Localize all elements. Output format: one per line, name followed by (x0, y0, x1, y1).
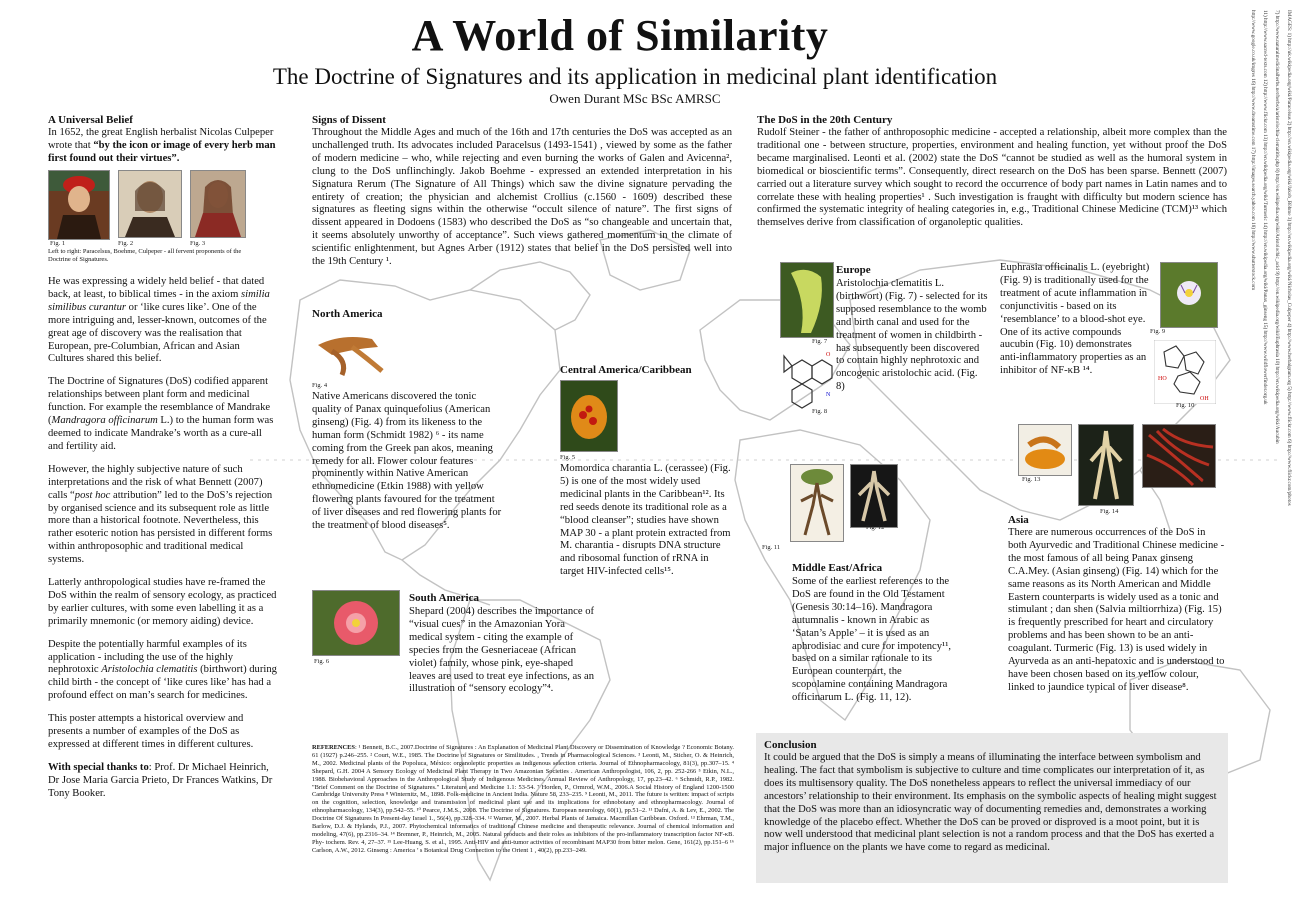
signs-of-dissent-text: Throughout the Middle Ages and much of the 16th and 17th centuries the DoS was accepted as an unchallenged truth. Its advocates included Paracelsus (1493-1541) , viewed by some as the father of modern medicine – who, while rejecting and even burning the works of Galen and Avicenna², clung to the DoS unflinchingly. Jakob Boehme - expressed an extended interpretation in his Signatura Rerum (The Signature of All Things) which saw the divine signature pervading the entirety of creation; the physician and alchemist Crollius (c.1560 - 1609) described these signatures as fleeting signs within the otherwise “occult silence of nature”. The first signs of dissent appeared in Dodoens (1583) who described the DoS as “so changeable and uncertain that, it seems absolutely unworthy of acceptance”. Such views gathered momentum in the climate of scientific enlightenment, but Agnes Arber (1912) states that belief in the DoS persisted well into the 19th Century ¹. (312, 127, 732, 268)
p2-italic: Mandragora officinarum (51, 415, 158, 427)
middle-east-heading: Middle East/Africa (792, 562, 883, 574)
north-america-text: Native Americans discovered the tonic quality of Panax quinquefolius (American ginseng) (Fig. 4) from its likeness to the human form (Schmidt 1982) ⁶ - its name coming from the Greek pan akos, meaning remedy for all. Flower colour features prominently within Native American ethnomedicine (Etkin 1988) with yellow flowering plants favoured for the treatment of liver diseases and red flowering plants for the treatment of blood diseases⁵. (312, 391, 502, 532)
mandrake-illustration (790, 464, 844, 542)
eyebright-photo (1160, 262, 1218, 328)
paragraph-subjective (48, 464, 278, 567)
fig12-label: Fig. 12 (866, 524, 885, 531)
p3-text-a: However, the highly subjective nature of such interpretations and the risk of what Bennett (2007) calls “ (48, 463, 263, 501)
image-credits-sidebar (1236, 10, 1296, 890)
boehme-portrait (118, 170, 182, 238)
conclusion-box (756, 733, 1228, 883)
portraits-caption: Left to right: Paracelsus, Boehme, Culpeper - all fervent proponents of the Doctrine of Signatures. (48, 248, 242, 263)
fig10-label: Fig. 10 (1176, 402, 1195, 409)
paragraph-harmful (48, 639, 278, 704)
conclusion-text: It could be argued that the DoS is simply a means of illuminating the interface between symbolism and healing. The fact that symbolism is subjective to culture and time complicates our interpretation of it, as does its multisensory quality. The DoS nonetheless appears to reflect the universal immediacy of our ancestors’ relationship to their environment. Its emphasis on the symbolic aspects of healing might suggest that the DoS was more than an idiosyncratic way of documenting remedies and, demonstrates a working knowledge of the placebo effect. Whether the DoS can be proved or disproved is a moot point, but it is now well understood that medicinal plant selection is not a random process and that the DoS has exerted a major influence on the plants we have come to regard as medicinal. (764, 752, 1217, 854)
central-america-text: Momordica charantia L. (cerassee) (Fig. 5) is one of the most widely used medicinal plants in the Caribbean¹². Its red seeds denote its traditional role as a “blood cleanser”; studies have shown MAP 30 - a plant protein extracted from M. charantia - disrupts DNA structure and ribosomal function of rRNA in target HIV-infected cells¹⁵. (560, 463, 731, 578)
p3-text-b: attribution” led to the DoS’s rejection by organised science and its subsequent role as little more than a historical footnote. Nevertheless, this rather esoteric notion has persisted in different forms within anthroposophic and traditional medical systems. (48, 489, 273, 566)
fig4-label: Fig. 4 (312, 382, 328, 389)
image-credits-line: http://www.google.co.uk/imgres 16) http://www.dreamstime.com 17) http://images.search.yahoo.com 18) http://www.shutterstock.com (1250, 10, 1256, 291)
universal-belief-intro (48, 114, 278, 166)
asia-text: There are numerous occurrences of the DoS in both Ayurvedic and Traditional Chinese medicine - the most famous of all being Panax ginseng C.A.Mey. (Asian ginseng) (Fig. 14) which for the same reasons as its North American and Middle Eastern counterparts is widely used as a tonic and stimulant ; dan shen (Salvia miltiorrhiza) (Fig. 15) is frequently prescribed for heart and circulatory problems and has been shown to be an anti-coagulant. Turmeric (Fig. 13) is used widely in Ayurveda as an anti-hepatoxic and is understood to have been chosen based on its yellow colour, linked to jaundice typical of liver disease⁸. (1008, 527, 1225, 693)
euphrasia-text: Euphrasia officinalis L. (eyebright) (Fig. 9) is traditionally used for the treatment of acute inflammation in conjunctivitis - based on its ‘resemblance’ to a blood-shot eye. One of its active compounds aucubin (Fig. 10) demonstrates anti-inflammatory properties as an inhibitor of NF-κB ¹⁴. (1000, 262, 1150, 377)
p2-text-b: L.) to the human form was deemed to indicate Mandrake’s worth as a cure-all and fertility aid. (48, 415, 274, 452)
asia-heading: Asia (1008, 514, 1029, 526)
fig1-label: Fig. 1 (50, 240, 66, 247)
svg-text:N: N (826, 392, 831, 398)
paragraph-thanks (48, 762, 278, 801)
fig13-label: Fig. 13 (1022, 476, 1041, 483)
birthwort-photo (780, 262, 834, 338)
p2-text-a: The Doctrine of Signatures (DoS) codified apparent relationships between plant form and medicinal function. For example the resemblance of Mandrake ( (48, 376, 271, 427)
fig11-label: Fig. 11 (762, 544, 781, 551)
fig6-label: Fig. 6 (314, 658, 330, 665)
paragraph-overview: This poster attempts a historical overview and presents a number of examples of the DoS as expressed at different times in different cultures. (48, 713, 254, 750)
dos-20th-century-text: Rudolf Steiner - the father of anthroposophic medicine - accepted a relationship, albeit more complex than the traditional one - between structure, properties, environment and healing function, yet without proof the DoS became marginalised. Leonti et al. (2002) state the DoS “cannot be studied as well as the humoral system in biomedical or bioscientific terms”. Consequently, direct research on the DoS has been sparse. Bennett (2007) carried out a literature survey which sought to record the occurrence of body part names in Latin names and to correlate these with healing properties¹ . Such investigation is fraught with difficulty but modern science has confirmed the systematic integrity of healing categories in, e.g., Traditional Chinese Medicine (TCM)¹³ which themselves derive from classification of organoleptic qualities. (757, 127, 1227, 229)
p3-italic: post hoc (74, 489, 111, 501)
dos-20th-century-section (757, 114, 1227, 230)
svg-text:OH: OH (1200, 396, 1209, 402)
image-credits-line: IMAGES: 1) http://uk.wikipedia.org/wiki/Paracelsus 2) http://en.wikipedia.org/wiki/Jakob_Böhme 3) http://en.wikipedia.org/wiki/Nicholas_Culpeper 4) http://www.herbalgram.org 5) http://www.flickr.com 6) http://www.flickr.com/photos (1286, 10, 1292, 506)
conclusion-heading: Conclusion (764, 739, 817, 751)
signs-of-dissent-heading: Signs of Dissent (312, 114, 386, 126)
momordica-photo (560, 380, 618, 452)
culpeper-quote: “by the icon or image of every herb man first found out their virtues”. (48, 139, 276, 164)
fig3-label: Fig. 3 (190, 240, 206, 247)
paragraph-axiom (48, 276, 278, 366)
svg-text:O: O (826, 352, 831, 358)
references-text: : ¹ Bennett, B.C., 2007.Doctrine of Signatures : An Explanation of Medicinal Plant Discovery or Dissemination of Knowledge ? Economic Botany. 61 (1927) p.246–255. ² Court, W.E., 1985. The Doctrine of Signatures or Similitudes. , Trends in Pharmacological Sciences. ³ Leonti, M., Sticher, O. & Heinrich, M., 2002. Medicinal plants of the Popoluca, México: organoleptic properties as indigenous selection criteria. Journal of Ethnopharmacology, 81(3), pp.307–15. ⁴ Shepard, G.H. 2004 A Sensory Ecology of Medicinal Plant Therapy in Two Amazonian Societies . American Anthropologist, 106, 2, pp. 252-266 ⁵ Etkin, N.L., 1988. Biobehavioral Approaches in the Anthropological Study of Indigenous Medicines. Annual Review of Anthropology, 17, pp.23–42. ⁶ Schmidt, R.P., 1982. "Brief Comment on the Doctrine of Signatures." Literature and Medicine 1.1: 53-54. ⁷ Horden, P., Ormrod, W.M., 2006.A Social History of England 1200-1500 Cambridge University Press ⁸ Winternitz, M., 1898. Folk-medicine in Ancient India. Nature 58, 233–235. ⁹ Leonti, M., 2011. The future is written: impact of scripts on the cognition, selection, knowledge and transmission of medicinal plant use and its implications for ethnobotany and ethnopharmacology. Journal of ethnopharmacology, 134(3), pp.542–55. ¹⁰ Pearce, J.M.S., 2008. The Doctrine of Signatures. European neurology, 60(1), pp.51–2. ¹¹ Dafni, A. & Lev, E., 2002. The Doctrine Of Signatures In Present-day Israel 1., 56(4), pp.328–334. ¹² Warner, M., 2007. Herbal Plants of Jamaica. Macmillan Caribbean. Oxford. ¹³ Ehrman, T.M., Barlow, D.J. & Hylands, P.J., 2007. Phytochemical informatics of traditional Chinese medicine and therapeutic relevance. Journal of chemical information and modeling, 47(6), pp.2316–34. ¹⁴ Bremner, P., Heinrich, M., 2005. Natural products and their roles as inhibitors of the pro-inflammatory transcription factor NF-κB. Phy- tochem. Rev. 4, 27–37. ¹⁵ Lee-Huang, S. et al., 1995. Anti-HIV and anti-tumor activities of recombinant MAP30 from bitter melon. Gene, 161(2), pp.151–6 ¹⁶ Carlson, A.W., 2012. Ginseng : America ’ s Botanical Drug Connection to the Orient 1 , 40(2), pp.233–249. (312, 744, 734, 854)
poster-author: Owen Durant MSc BSc AMRSC (549, 91, 721, 106)
paragraph-anthropological: Latterly anthropological studies have re-framed the DoS within the realm of sensory ecology, as practiced by earlier cultures, with some even labelling it as a primarily mnemonic (or memory aiding) device. (48, 577, 277, 627)
central-america-heading: Central America/Caribbean (560, 364, 692, 376)
image-credits-line: 11) http://www.sacred-texts.com 12) http://www.flickr.com 13) http://en.wikipedia.org/wiki/Turmeric 14) http://en.wikipedia.org/wiki/Panax_ginseng 15) http://www.wildflowerfinder.org.uk (1262, 10, 1268, 405)
thanks-text: : Prof. Dr Michael Heinrich, Dr Jose Maria Garcia Prieto, Dr Frances Watkins, Dr Tony Booker. (48, 761, 273, 799)
p1-text-b: or ‘like cures like’. One of the more intriguing and, lesser-known, outcomes of the great age of discovery was the realisation that European, pre-Columbian, African and Asian Cultures shared this belief. (48, 301, 267, 365)
gesneriaceae-flower-photo (312, 590, 400, 656)
universal-belief-heading: A Universal Belief (48, 114, 133, 126)
fig7-label: Fig. 7 (812, 338, 828, 345)
fig14-label: Fig. 14 (1100, 508, 1119, 515)
signs-of-dissent-section (312, 114, 732, 269)
p1-italic: similia similibus curantur (48, 288, 270, 313)
svg-text:HO: HO (1158, 376, 1167, 382)
poster-subtitle: The Doctrine of Signatures and its application in medicinal plant identification (272, 64, 998, 89)
p1-text-a: He was expressing a widely held belief - that dated back, at least, to biblical times - in the axiom (48, 276, 265, 300)
american-ginseng-root-photo (312, 325, 388, 379)
middle-east-text: Some of the earliest references to the DoS are found in the Old Testament (Genesis 30:14–16). Mandragora autumnalis - known in Arabic as ‘Satan’s Apple’ – it is used as an aphrodisiac and cure for impotency¹¹, based on a similar rationale to its European counterpart, the scopolamine containing Mandragora officinarum L. (Fig. 11, 12). (792, 576, 952, 704)
references-block (312, 744, 734, 855)
p5-text-b: (birthwort) during child birth - the concept of ‘like cures like’ has had a profound effect on man’s search for medicines. (48, 664, 277, 702)
dos-20th-century-heading: The DoS in the 20th Century (757, 114, 893, 126)
aucubin-structure (1154, 340, 1216, 404)
north-america-heading: North America (312, 308, 383, 320)
poster-title: A World of Similarity (411, 11, 829, 60)
asian-ginseng-photo (1078, 424, 1134, 506)
image-credits-line: 7) http://www.naturalmedicinalherbs.net/herbs/a/aristolochia-clematitis.php 8) http://en.wikipedia.org/wiki/Aristolochic_acid 9) http://en.wikipedia.org/wiki/Euphrasia 10) http://en.wikipedia.org/wiki/Aucubin (1274, 10, 1280, 444)
fig5-label: Fig. 5 (560, 454, 576, 461)
europe-text: Aristolochia clematitis L. (birthwort) (Fig. 7) - selected for its supposed resemblance to the womb and birth canal and used for the treatment of women in childbirth - has subsequently been discovered to contain highly nephrotoxic and oncogenic aristolochic acid. (Fig. 8) (836, 278, 988, 393)
universal-belief-intro-text: In 1652, the great English herbalist Nicolas Culpeper wrote that (48, 127, 274, 151)
thanks-label: With special thanks to (48, 761, 149, 773)
south-america-heading: South America (409, 592, 479, 604)
mandrake-root-photo (850, 464, 898, 528)
south-america-text: Shepard (2004) describes the importance of “visual cues” in the Amazonian Yora medical system - citing the example of species from the Gesneriaceae (African violet) family, whose pink, eye-shaped leaves are used to treat eye infections, as an illustration of “sensory ecology”⁴. (409, 606, 595, 695)
paragraph-dos-codified (48, 376, 278, 453)
turmeric-photo (1018, 424, 1072, 476)
fig2-label: Fig. 2 (118, 240, 134, 247)
fig9-label: Fig. 9 (1150, 328, 1166, 335)
references-label: REFERENCES (312, 744, 355, 751)
p5-italic: Aristolochia clematitis (101, 664, 198, 676)
p5-text-a: Despite the potentially harmful examples of its application - including the use of the highly nephrotoxic (48, 638, 247, 676)
aristolochic-acid-structure (782, 346, 836, 410)
fig8-label: Fig. 8 (812, 408, 828, 415)
paracelsus-portrait (48, 170, 110, 240)
fig15-label: Fig. 15 (1190, 476, 1209, 483)
culpeper-portrait (190, 170, 246, 238)
universal-belief-body (48, 276, 278, 811)
europe-heading: Europe (836, 264, 871, 276)
